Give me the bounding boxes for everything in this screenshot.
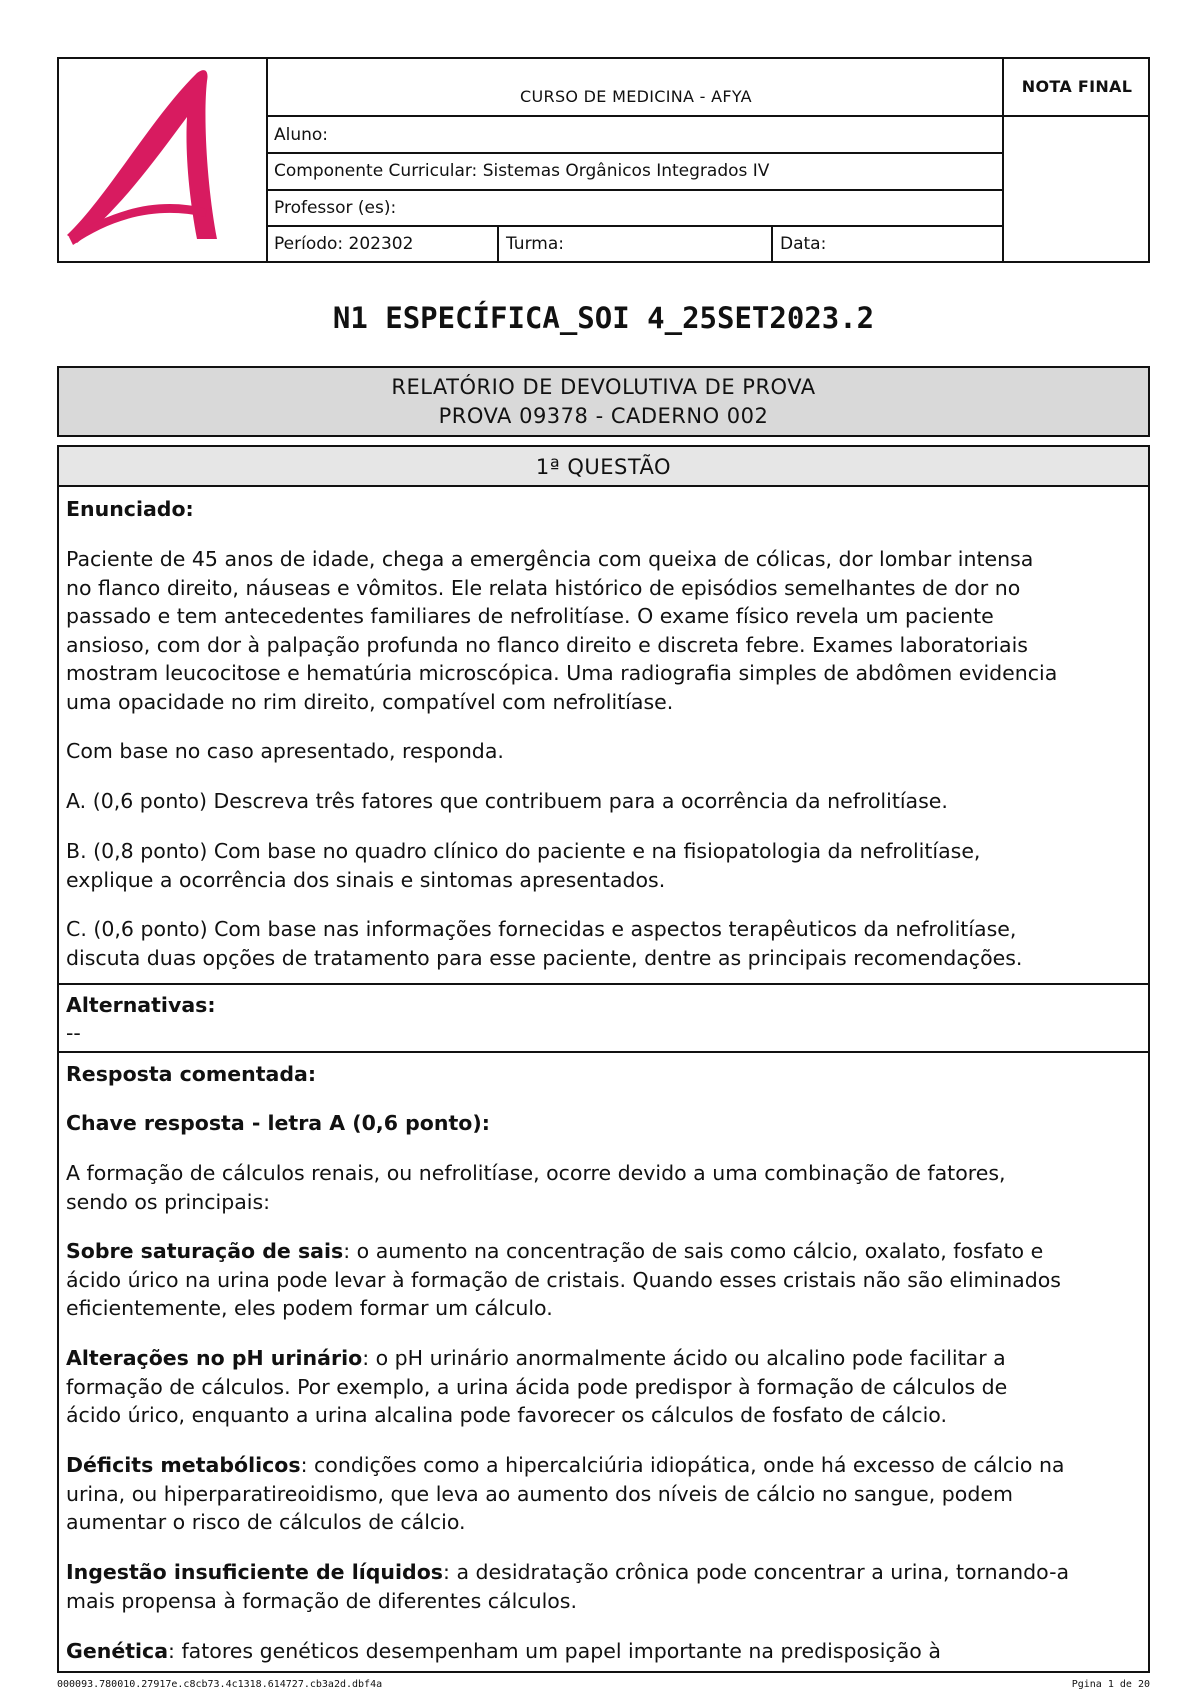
factor-item xyxy=(66,1558,1146,1615)
factor-term: Déficits metabólicos xyxy=(66,1453,301,1477)
footer-hash: 000093.780010.27917e.c8cb73.4c1318.614727.cb3a2d.dbf4a xyxy=(57,1679,383,1690)
report-title: RELATÓRIO DE DEVOLUTIVA DE PROVA xyxy=(391,375,816,399)
chave-label: Chave resposta - letra A (0,6 ponto): xyxy=(66,1111,490,1135)
factor-term: Sobre saturação de sais xyxy=(66,1239,344,1263)
row-divider xyxy=(268,152,1004,154)
factor-term: Ingestão insuficiente de líquidos xyxy=(66,1560,444,1584)
exam-title: N1 ESPECÍFICA_SOI 4_25SET2023.2 xyxy=(332,301,875,335)
factor-line: aumentar o risco de cálculos de cálcio. xyxy=(66,1510,466,1534)
factor-line: ácido úrico, enquanto a urina alcalina pode favorecer os cálculos de fosfato de cálcio. xyxy=(66,1403,947,1427)
factor-text: : fatores genéticos desempenham um papel importante na predisposição à xyxy=(168,1639,941,1663)
aluno-field: Aluno: xyxy=(274,125,329,145)
factor-term: Genética xyxy=(66,1639,169,1663)
nota-final-label: NOTA FINAL xyxy=(1021,77,1133,96)
alternativas-value: -- xyxy=(66,1021,81,1045)
item-c-line: discuta duas opções de tratamento para esse paciente, dentre as principais recomendações. xyxy=(66,945,1023,970)
turma-divider xyxy=(771,225,773,263)
factor-text: : a desidratação crônica pode concentrar a urina, tornando-a xyxy=(443,1560,1070,1584)
factor-item xyxy=(66,1637,1146,1666)
factor-line: mais propensa à formação de diferentes cálculos. xyxy=(66,1588,577,1613)
factor-line: formação de cálculos. Por exemplo, a urina ácida pode predispor à formação de cálculos de xyxy=(66,1374,1008,1399)
course-name: CURSO DE MEDICINA - AFYA xyxy=(520,87,752,106)
page-number: Pgina 1 de 20 xyxy=(1071,1679,1150,1690)
row-divider xyxy=(268,225,1004,227)
alternativas-label: Alternativas: xyxy=(66,993,216,1017)
factor-text: : o pH urinário anormalmente ácido ou alcalino pode facilitar a xyxy=(362,1346,1006,1370)
factor-item xyxy=(66,1451,1146,1537)
intro-line: sendo os principais: xyxy=(66,1189,271,1214)
periodo-field: Período: 202302 xyxy=(274,234,414,254)
prompt-text: Com base no caso apresentado, responda. xyxy=(66,739,504,763)
factor-text: : o aumento na concentração de sais como cálcio, oxalato, fosfato e xyxy=(343,1239,1044,1263)
intro-text xyxy=(66,1159,1146,1216)
logo-cell xyxy=(57,57,268,263)
item-b-line: B. (0,8 ponto) Com base no quadro clínico do paciente e na fisiopatologia da nefrolitíase, xyxy=(66,839,981,863)
report-subtitle: PROVA 09378 - CADERNO 002 xyxy=(438,404,769,428)
enunciado-line: mostram leucocitose e hematúria microscópica. Uma radiografia simples de abdômen evidencia xyxy=(66,661,1058,685)
item-b-line: explique a ocorrência dos sinais e sintomas apresentados. xyxy=(66,867,666,892)
turma-field: Turma: xyxy=(506,234,564,254)
section-divider xyxy=(57,983,1150,985)
intro-line: A formação de cálculos renais, ou nefrolitíase, ocorre devido a uma combinação de fatores, xyxy=(66,1161,1006,1185)
item-a: A. (0,6 ponto) Descreva três fatores que contribuem para a ocorrência da nefrolitíase. xyxy=(66,789,948,813)
afya-logo-icon xyxy=(57,57,264,259)
enunciado-line: passado e tem antecedentes familiares de nefrolitíase. O exame físico revela um paciente xyxy=(66,604,994,628)
enunciado-text xyxy=(66,545,1146,716)
item-b xyxy=(66,837,1146,894)
enunciado-line: Paciente de 45 anos de idade, chega a emergência com queixa de cólicas, dor lombar intensa xyxy=(66,547,1034,571)
componente-field: Componente Curricular: Sistemas Orgânicos Integrados IV xyxy=(274,161,770,181)
enunciado-label: Enunciado: xyxy=(66,497,194,521)
factor-line: eficientemente, eles podem formar um cálculo. xyxy=(66,1296,553,1320)
resposta-label: Resposta comentada: xyxy=(66,1062,317,1086)
item-c-line: C. (0,6 ponto) Com base nas informações fornecidas e aspectos terapêuticos da nefrolitíase, xyxy=(66,917,1017,941)
section-divider xyxy=(57,1051,1150,1053)
factor-line: urina, ou hiperparatireoidismo, que leva ao aumento dos níveis de cálcio no sangue, podem xyxy=(66,1481,1013,1506)
item-c xyxy=(66,915,1146,972)
factor-item xyxy=(66,1237,1146,1323)
factor-line: ácido úrico na urina pode levar à formação de cristais. Quando esses cristais não são eliminados xyxy=(66,1267,1061,1292)
row-divider xyxy=(268,189,1004,191)
enunciado-line: no flanco direito, náuseas e vômitos. Ele relata histórico de episódios semelhantes de dor no xyxy=(66,575,1021,600)
row-divider xyxy=(268,115,1004,117)
factor-term: Alterações no pH urinário xyxy=(66,1346,363,1370)
enunciado-line: uma opacidade no rim direito, compatível com nefrolitíase. xyxy=(66,689,674,714)
question-heading: 1ª QUESTÃO xyxy=(535,455,672,479)
periodo-divider xyxy=(497,225,499,263)
professor-field: Professor (es): xyxy=(274,198,397,218)
factor-item xyxy=(66,1344,1146,1430)
nota-row-divider xyxy=(1002,115,1150,117)
enunciado-line: ansioso, com dor à palpação profunda no flanco direito e discreta febre. Exames laboratoriais xyxy=(66,632,1028,657)
factor-text: : condições como a hipercalciúria idiopática, onde há excesso de cálcio na xyxy=(300,1453,1065,1477)
data-field: Data: xyxy=(780,234,827,254)
